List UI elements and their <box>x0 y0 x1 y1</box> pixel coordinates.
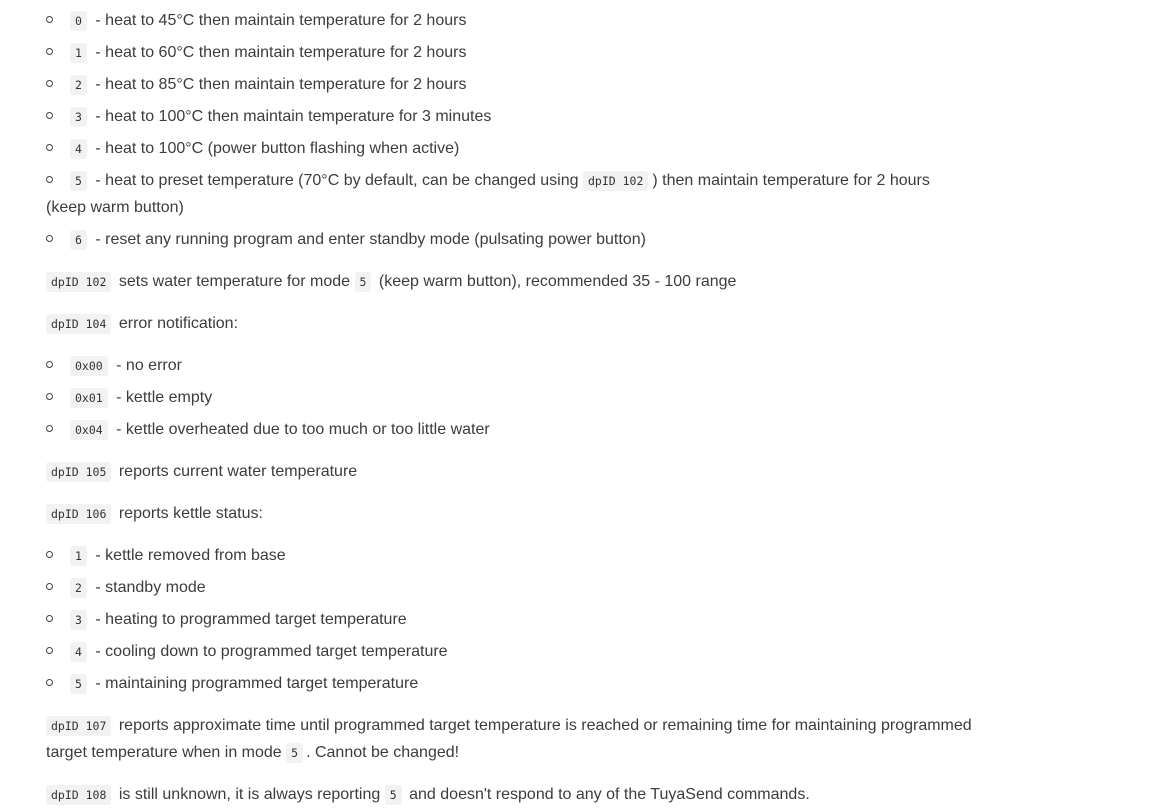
dpid-code: dpID 102 <box>583 171 648 191</box>
paragraph-text: (keep warm button), recommended 35 - 100 range <box>378 273 737 290</box>
status-code: 2 <box>70 578 87 598</box>
paragraph-text: is still unknown, it is always reporting <box>118 786 381 803</box>
bullet-icon <box>46 361 53 368</box>
bullet-icon <box>46 235 53 242</box>
error-description: - no error <box>116 357 182 374</box>
mode-description: - heat to 100°C (power button flashing when active) <box>95 140 460 157</box>
mode-code: 0 <box>70 11 87 31</box>
status-description: - cooling down to programmed target temperature <box>95 643 448 660</box>
list-item-wrap: (keep warm button) <box>46 199 184 216</box>
status-description: - standby mode <box>95 579 206 596</box>
status-description: - maintaining programmed target temperature <box>95 675 419 692</box>
paragraph-text: reports approximate time until programmed target temperature is reached or remaining time for maintaining programmed <box>118 717 972 734</box>
mode-code: 5 <box>70 171 87 191</box>
dpid-code: dpID 106 <box>46 504 111 524</box>
error-description: - kettle empty <box>116 389 213 406</box>
error-description: - kettle overheated due to too much or too little water <box>116 421 490 438</box>
mode-code: 4 <box>70 139 87 159</box>
dpid-code: dpID 104 <box>46 314 111 334</box>
dpid-code: dpID 107 <box>46 716 111 736</box>
mode-description: - heat to 60°C then maintain temperature for 2 hours <box>95 44 467 61</box>
bullet-icon <box>46 176 53 183</box>
mode-code: 6 <box>70 230 87 250</box>
status-code: 3 <box>70 610 87 630</box>
mode-code: 1 <box>70 43 87 63</box>
bullet-icon <box>46 112 53 119</box>
mode-description-cont: ) then maintain temperature for 2 hours <box>652 172 930 189</box>
paragraph-dpid-107 <box>46 712 972 740</box>
error-code: 0x01 <box>70 388 108 408</box>
mode-code: 5 <box>286 743 303 763</box>
mode-code: 3 <box>70 107 87 127</box>
paragraph-dpid-104 <box>46 310 238 338</box>
paragraph-dpid-102 <box>46 268 736 296</box>
paragraph-text: target temperature when in mode <box>46 744 282 761</box>
bullet-icon <box>46 647 53 654</box>
mode-code: 5 <box>355 272 372 292</box>
bullet-icon <box>46 583 53 590</box>
dpid-code: dpID 108 <box>46 785 111 805</box>
mode-description: - heat to 85°C then maintain temperature for 2 hours <box>95 76 467 93</box>
paragraph-dpid-108 <box>46 781 810 809</box>
error-code: 0x00 <box>70 356 108 376</box>
paragraph-text: reports current water temperature <box>118 463 358 480</box>
error-code: 0x04 <box>70 420 108 440</box>
paragraph-text: and doesn't respond to any of the TuyaSend commands. <box>409 786 810 803</box>
bullet-icon <box>46 393 53 400</box>
bullet-icon <box>46 80 53 87</box>
mode-description: - heat to 45°C then maintain temperature for 2 hours <box>95 12 467 29</box>
status-description: - heating to programmed target temperature <box>95 611 407 628</box>
bullet-icon <box>46 425 53 432</box>
bullet-icon <box>46 48 53 55</box>
mode-code: 5 <box>385 785 402 805</box>
bullet-icon <box>46 679 53 686</box>
paragraph-text: . Cannot be changed! <box>306 744 460 761</box>
status-description: - kettle removed from base <box>95 547 286 564</box>
bullet-icon <box>46 551 53 558</box>
dpid-code: dpID 102 <box>46 272 111 292</box>
paragraph-text: sets water temperature for mode <box>118 273 351 290</box>
bullet-icon <box>46 615 53 622</box>
bullet-icon <box>46 16 53 23</box>
status-code: 1 <box>70 546 87 566</box>
paragraph-dpid-107-cont <box>46 739 459 767</box>
dpid-code: dpID 105 <box>46 462 111 482</box>
mode-description: - heat to 100°C then maintain temperature for 3 minutes <box>95 108 492 125</box>
status-code: 4 <box>70 642 87 662</box>
paragraph-dpid-105 <box>46 458 357 486</box>
mode-code: 2 <box>70 75 87 95</box>
status-code: 5 <box>70 674 87 694</box>
mode-description: - heat to preset temperature (70°C by default, can be changed using <box>95 172 579 189</box>
paragraph-text: reports kettle status: <box>118 505 263 522</box>
mode-description: - reset any running program and enter standby mode (pulsating power button) <box>95 231 646 248</box>
bullet-icon <box>46 144 53 151</box>
paragraph-text: error notification: <box>118 315 239 332</box>
paragraph-dpid-106 <box>46 500 263 528</box>
